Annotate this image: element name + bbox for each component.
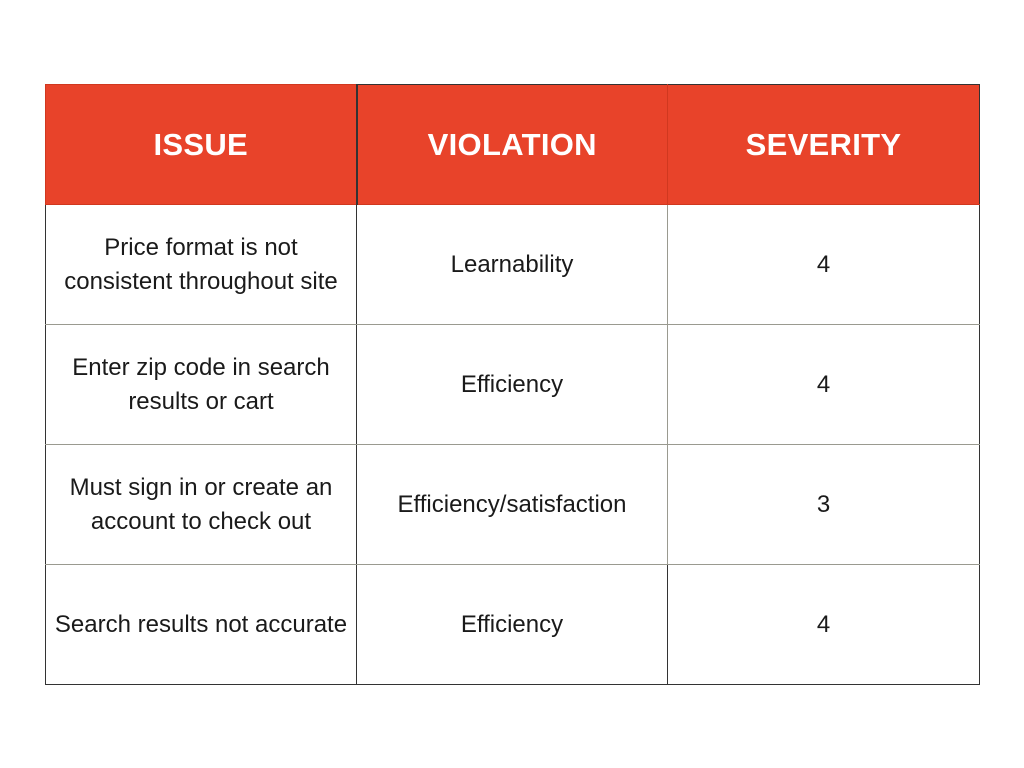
header-severity: SEVERITY <box>668 85 980 205</box>
cell-violation: Efficiency <box>357 325 668 445</box>
cell-severity: 3 <box>668 445 980 565</box>
table-row <box>46 565 980 685</box>
usability-issues-table <box>45 84 980 685</box>
table-row <box>46 325 980 445</box>
cell-violation: Learnability <box>357 205 668 325</box>
header-row <box>46 85 980 205</box>
cell-issue: Must sign in or create an account to check out <box>46 445 357 565</box>
cell-violation: Efficiency/satisfaction <box>357 445 668 565</box>
cell-severity: 4 <box>668 565 980 685</box>
table-row <box>46 205 980 325</box>
cell-severity: 4 <box>668 205 980 325</box>
table-header <box>46 85 980 205</box>
table-row <box>46 445 980 565</box>
header-issue: ISSUE <box>46 85 357 205</box>
header-violation: VIOLATION <box>357 85 668 205</box>
cell-issue: Search results not accurate <box>46 565 357 685</box>
table-body <box>46 205 980 685</box>
cell-violation: Efficiency <box>357 565 668 685</box>
cell-issue: Price format is not consistent throughout site <box>46 205 357 325</box>
cell-severity: 4 <box>668 325 980 445</box>
cell-issue: Enter zip code in search results or cart <box>46 325 357 445</box>
